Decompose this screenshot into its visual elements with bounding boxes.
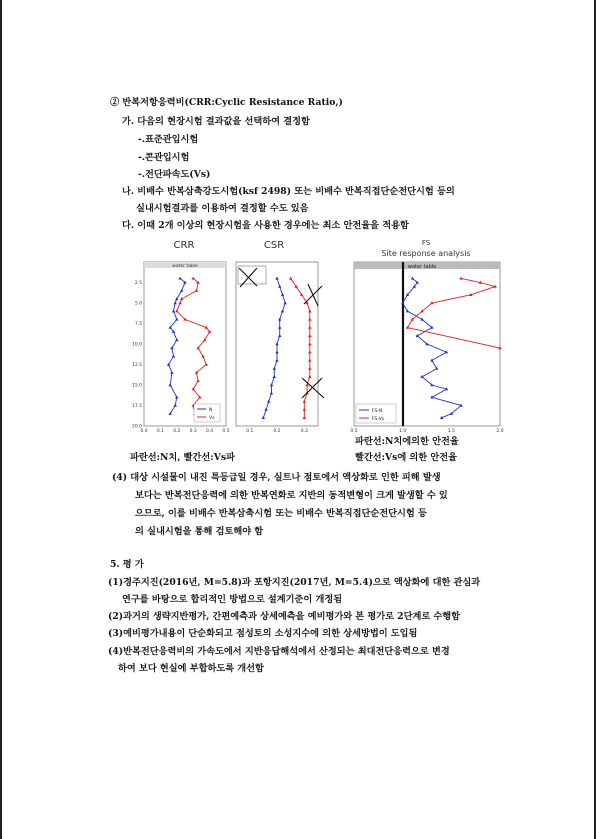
crr-legend-vs: Vs bbox=[209, 416, 215, 421]
csr-title: CSR bbox=[263, 240, 285, 251]
csr-x-tick-label: 0.3 bbox=[300, 429, 308, 434]
liquefaction-figure bbox=[132, 236, 502, 438]
sub-item-cpt: -.콘관입시험 bbox=[138, 152, 190, 163]
section5-p4-line2: 하여 보다 현실에 부합하도록 개선함 bbox=[118, 663, 264, 674]
item-na-line1: 나. 비배수 반복삼축강도시험(ksf 2498) 또는 비배수 반복직접단순전단시험 등의 bbox=[122, 186, 455, 197]
item-ga: 가. 다음의 현장시험 결과값을 선택하여 결정함 bbox=[122, 116, 310, 127]
item4-line3: 으므로, 이를 비배수 반복삼축시험 또는 비배수 반복직접단순전단시험 등 bbox=[135, 508, 427, 519]
fs-subtitle: Site response analysis bbox=[381, 249, 471, 258]
crr-y-tick-label: 2.5 bbox=[134, 281, 142, 286]
csr-x-tick-label: 0.1 bbox=[246, 429, 254, 434]
fs-legend-vs: FS-Vs bbox=[372, 417, 385, 422]
crr-x-tick-label: 0.3 bbox=[189, 429, 197, 434]
figure-caption-left: 파란선:N치, 빨간선:Vs파 bbox=[130, 452, 235, 463]
fs-x-ticks bbox=[350, 428, 503, 434]
fs-x-tick-label: 2.0 bbox=[496, 429, 504, 434]
fs-legend-n: FS-N bbox=[372, 409, 383, 414]
csr-x-tick-label: 0.2 bbox=[273, 429, 281, 434]
fs-x-tick-label: 1.5 bbox=[447, 429, 455, 434]
crr-y-ticks bbox=[132, 280, 142, 430]
crr-y-tick-label: 5.0 bbox=[134, 301, 142, 307]
crr-y-tick-label: 10.0 bbox=[131, 342, 142, 348]
section5-p1-line2: 연구를 바탕으로 합리적인 방법으로 설계기준이 개정됨 bbox=[122, 594, 343, 605]
crr-legend-n: N bbox=[209, 408, 213, 413]
crr-water-table-label: water table bbox=[172, 264, 198, 269]
csr-x-ticks bbox=[246, 428, 308, 434]
crr-y-tick-label: 20.0 bbox=[131, 424, 142, 430]
page-left-border bbox=[0, 0, 2, 839]
crr-legend-box bbox=[194, 404, 220, 422]
item-da: 다. 이때 2개 이상의 현장시험을 사용한 경우에는 최소 안전율을 적용함 bbox=[122, 220, 409, 231]
crr-title: CRR bbox=[173, 240, 195, 251]
sub-item-spt: -.표준관입시험 bbox=[138, 134, 199, 145]
crr-y-tick-label: 12.5 bbox=[131, 363, 142, 368]
section5-p3: (3)예비평가내용이 단순화되고 점성토의 소성지수에 의한 상세방법이 도입됨 bbox=[108, 628, 418, 639]
crr-y-tick-label: 15.0 bbox=[131, 383, 142, 389]
figure-caption-right-1: 파란선:N치에의한 안전율 bbox=[355, 436, 459, 447]
fs-x-tick-label: 1.0 bbox=[399, 429, 407, 434]
section5-p4-line1: (4)반복전단응력비의 가속도에서 지반응답해석에서 산정되는 최대전단응력으로 변경 bbox=[108, 646, 450, 657]
item-na-line2: 실내시험결과를 이용하여 결정할 수도 있음 bbox=[136, 203, 309, 214]
item4-line2: 보다는 반복전단응력에 의한 반복연화로 지반의 동적변형이 크게 발생할 수 있 bbox=[135, 490, 448, 501]
section5-p1-line1: (1)경주지진(2016년, M=5.8)과 포항지진(2017년, M=5.4)으로 액상화에 대한 관심과 bbox=[108, 577, 481, 588]
crr-plot-area bbox=[144, 262, 226, 426]
crr-y-tick-label: 17.5 bbox=[131, 404, 142, 409]
crr-x-tick-label: 0.4 bbox=[206, 429, 214, 434]
item4-line1: (4) 대상 시설물이 내진 특등급일 경우, 실트나 점토에서 액상화로 인한 피해 발생 bbox=[112, 472, 441, 483]
crr-x-tick-label: 0.5 bbox=[222, 429, 230, 434]
crr-x-tick-label: 0.2 bbox=[173, 429, 181, 434]
crr-y-tick-label: 7.5 bbox=[134, 322, 142, 327]
section5-heading: 5. 평 가 bbox=[110, 559, 144, 570]
crr-x-tick-label: 0.0 bbox=[140, 429, 148, 434]
crr-x-tick-label: 0.1 bbox=[156, 429, 164, 434]
section5-p2: (2)과거의 생략지반평가, 간편예측과 상세예측을 예비평가와 본 평가로 2단계로 수행함 bbox=[108, 611, 461, 622]
figure-caption-right-2: 빨간선:Vs에 의한 안전율 bbox=[355, 452, 457, 463]
crr-x-ticks bbox=[140, 428, 229, 434]
section-heading-crr: ② 반복저항응력비(CRR:Cyclic Resistance Ratio,) bbox=[110, 97, 343, 108]
fs-water-table-label: water table bbox=[407, 264, 437, 270]
fs-title: FS bbox=[421, 239, 431, 247]
item4-line4: 의 실내시험을 통해 검토해야 함 bbox=[135, 526, 264, 537]
sub-item-vs: -.전단파속도(Vs) bbox=[138, 169, 211, 180]
fs-x-tick-label: 0.5 bbox=[350, 429, 358, 434]
